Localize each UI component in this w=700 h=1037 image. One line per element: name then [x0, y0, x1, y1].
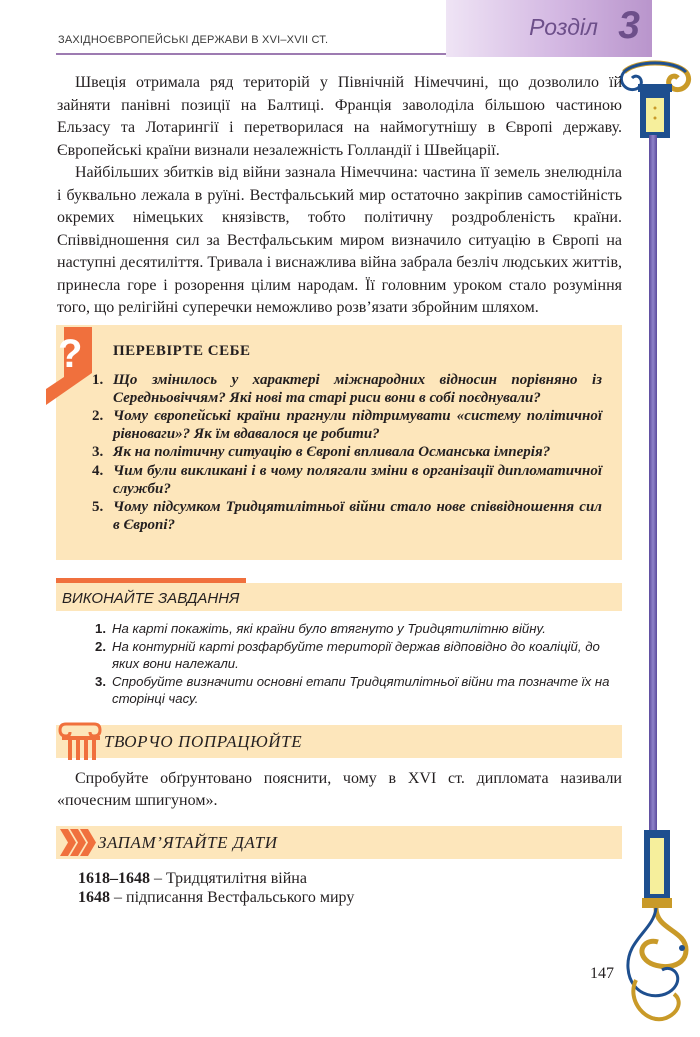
question-item: 1. Що змінилось у характері міжнародних відносин порівняно із Середньовіччям? Які нові та старі риси вони в собі поєднували?: [92, 372, 602, 406]
question-item: 2. Чому європейські країни прагнули підтримувати «систему політичної рівноваги»? Як їм вдавалося це робити?: [92, 408, 602, 442]
check-yourself-title: ПЕРЕВІРТЕ СЕБЕ: [113, 343, 251, 359]
task-item: 2. На контурній карті розфарбуйте території держав відповідно до коаліцій, до яких вони належали.: [95, 638, 600, 671]
question-item: 4. Чим були викликані і в чому полягали зміни в організації дипломатичної служби?: [92, 462, 602, 497]
svg-text:?: ?: [58, 332, 83, 376]
celtic-knot-ornament-icon: [616, 60, 694, 140]
chapter-label: Розділ: [529, 14, 598, 40]
paragraph: Швеція отримала ряд територій у Північній Німеччині, що дозволило їй зайняти панівні позиції на Балтиці. Франція заволоділа більшою частиною Ельзасу та Лотарингії і перетворилася на наймогутнішу в Європі державу. Європейські країни визнали незалежність Голландії і Швейцарії.: [57, 74, 622, 159]
task-title: ВИКОНАЙТЕ ЗАВДАННЯ: [62, 590, 240, 607]
triple-chevron-icon: [60, 827, 96, 858]
date-entry: 1618–1648 – Тридцятилітня війна: [78, 870, 307, 887]
creative-text: Спробуйте обґрунтовано пояснити, чому в XVI ст. дипломата називали «почесним шпигуном».: [57, 770, 622, 809]
main-text: [57, 72, 622, 320]
page-number: 147: [590, 965, 614, 982]
task-item: 3. Спробуйте визначити основні етапи Тридцятилітньої війни та позначте їх на сторінці часу.: [95, 673, 610, 706]
celtic-dragon-ornament-icon: [616, 830, 696, 1030]
task-list: [95, 620, 625, 708]
side-rule: [649, 135, 657, 837]
task-item: 1. На карті покажіть, які країни було втягнуто у Тридцятилітню війну.: [95, 621, 546, 636]
question-item: 5. Чому підсумком Тридцятилітньої війни стало нове співвідношення сил в Європі?: [92, 498, 602, 533]
date-entry: 1648 – підписання Вестфальського миру: [78, 889, 355, 906]
creative-title: ТВОРЧО ПОПРАЦЮЙТЕ: [104, 732, 303, 751]
question-list: [92, 372, 602, 535]
running-header: ЗАХІДНОЄВРОПЕЙСЬКІ ДЕРЖАВИ В XVI–XVII СТ.: [58, 34, 329, 46]
column-capital-icon: [58, 722, 104, 760]
header-divider: [56, 53, 446, 55]
chapter-number: 3: [618, 4, 640, 47]
question-item: 3. Як на політичну ситуацію в Європі впливала Османська імперія?: [92, 444, 551, 461]
chapter-tab: [446, 0, 652, 57]
paragraph: Найбільших збитків від війни зазнала Німеччина: частина її земель знелюдніла і буквально лежала в руїні. Вестфальський мир остаточно закріпив самостійність окремих німецьких князівств, тобто політичну роздробленість країни. Співвідношення сил за Вестфальським миром визначило ситуацію в Європі на наступні десятиліття. Тривала і виснажлива війна забрала безліч людських життів, принесла горе і розорення цілим народам. Її головним уроком стало розуміння того, що релігійні суперечки неможливо розв’язати збройним шляхом.: [57, 164, 622, 316]
dates-title: ЗАПАМ’ЯТАЙТЕ ДАТИ: [98, 833, 278, 852]
